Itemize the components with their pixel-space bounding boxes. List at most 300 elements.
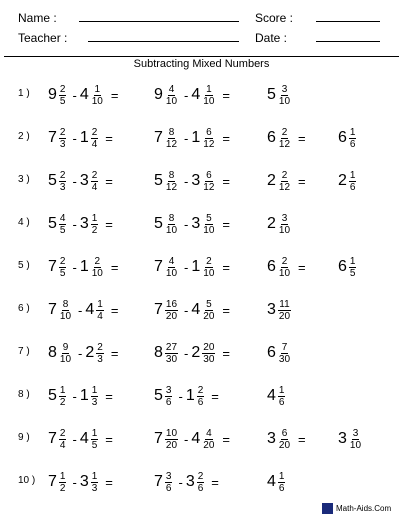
fraction (59, 256, 67, 279)
result-answer (267, 424, 306, 454)
numerator: 2 (281, 126, 288, 138)
minuend (48, 342, 75, 365)
subtrahend (186, 471, 207, 494)
equivalent-expression (154, 381, 219, 411)
numerator: 1 (278, 384, 285, 396)
numerator: 2 (281, 169, 288, 181)
whole-number: 5 (154, 215, 163, 232)
equals-sign: = (222, 431, 230, 447)
denominator: 12 (203, 138, 215, 150)
whole-number: 5 (267, 86, 276, 103)
teacher-label: Teacher : (18, 31, 68, 45)
numerator: 5 (206, 212, 212, 224)
numerator: 1 (278, 470, 285, 482)
whole-number: 5 (48, 387, 57, 404)
problem-number: 8 ) (18, 389, 30, 400)
fraction (165, 471, 173, 494)
fraction (91, 385, 99, 408)
equivalent-expression (154, 295, 230, 325)
equals-sign: = (211, 474, 219, 490)
whole-number: 3 (267, 430, 276, 447)
problem-number: 5 ) (18, 260, 30, 271)
simplified-answer (338, 424, 365, 454)
numerator: 3 (281, 83, 288, 95)
subtrahend (85, 299, 106, 322)
equals-sign: = (222, 173, 230, 189)
denominator: 5 (59, 224, 66, 236)
denominator: 5 (59, 95, 66, 107)
minuend (154, 342, 181, 365)
problem-number: 7 ) (18, 346, 30, 357)
simplified-mixed-number (338, 170, 359, 193)
numerator: 10 (165, 427, 178, 439)
numerator: 2 (206, 255, 212, 267)
minuend (154, 256, 181, 279)
denominator: 2 (59, 482, 66, 494)
equals-sign: = (298, 431, 306, 447)
fraction (165, 170, 178, 193)
whole-number: 6 (338, 129, 347, 146)
problem-number: 10 ) (18, 475, 36, 486)
minuend (154, 213, 181, 236)
minuend (154, 299, 181, 322)
subtrahend (80, 213, 101, 236)
header-divider (4, 56, 399, 57)
fraction (91, 428, 99, 451)
minuend (48, 428, 69, 451)
fraction (278, 385, 286, 408)
denominator: 10 (203, 95, 215, 107)
equals-sign: = (105, 431, 113, 447)
numerator: 6 (206, 169, 212, 181)
denominator: 20 (165, 310, 178, 322)
footer-brand (322, 503, 391, 514)
whole-number: 5 (48, 215, 57, 232)
problem-expression (48, 338, 118, 368)
result-mixed-number (267, 256, 294, 279)
numerator: 6 (281, 427, 288, 439)
problem-expression (48, 295, 118, 325)
denominator: 5 (349, 267, 356, 279)
denominator: 3 (59, 138, 66, 150)
denominator: 12 (278, 138, 291, 150)
equivalent-expression (154, 123, 230, 153)
result-answer (267, 252, 306, 282)
fraction (197, 385, 205, 408)
minus-sign: - (72, 87, 77, 103)
denominator: 20 (203, 310, 215, 322)
numerator: 1 (97, 298, 103, 310)
denominator: 3 (91, 482, 98, 494)
whole-number: 1 (191, 258, 201, 275)
whole-number: 1 (79, 258, 89, 275)
whole-number: 7 (154, 430, 163, 447)
fraction (278, 471, 286, 494)
whole-number: 5 (154, 387, 163, 404)
problem-row (0, 295, 403, 325)
numerator: 4 (168, 255, 175, 267)
date-label: Date : (255, 31, 288, 45)
date-field[interactable] (316, 41, 380, 42)
whole-number: 7 (48, 430, 57, 447)
problem-expression (48, 80, 118, 110)
numerator: 7 (281, 341, 288, 353)
whole-number: 2 (338, 172, 347, 189)
denominator: 10 (278, 95, 291, 107)
equals-sign: = (105, 474, 113, 490)
whole-number: 2 (267, 172, 276, 189)
numerator: 2 (281, 255, 288, 267)
result-mixed-number (267, 471, 288, 494)
equivalent-expression (154, 252, 230, 282)
equals-sign: = (105, 216, 113, 232)
equals-sign: = (105, 388, 113, 404)
minuend (48, 213, 69, 236)
denominator: 3 (97, 353, 103, 365)
simplified-answer (338, 123, 359, 153)
whole-number: 3 (191, 215, 201, 232)
fraction (165, 213, 178, 236)
minus-sign: - (184, 216, 189, 232)
fraction (278, 213, 291, 236)
numerator: 1 (349, 255, 356, 267)
denominator: 20 (203, 439, 215, 451)
result-answer (267, 80, 294, 110)
subtrahend (80, 385, 101, 408)
numerator: 1 (94, 83, 101, 95)
subtrahend (80, 256, 107, 279)
numerator: 2 (94, 255, 101, 267)
denominator: 10 (203, 224, 215, 236)
numerator: 3 (165, 384, 172, 396)
problem-number: 4 ) (18, 217, 30, 228)
numerator: 2 (91, 126, 98, 138)
equivalent-expression (154, 424, 230, 454)
equivalent-expression (154, 467, 219, 497)
whole-number: 5 (48, 172, 57, 189)
fraction (202, 127, 215, 150)
equals-sign: = (110, 302, 119, 318)
fraction (197, 471, 205, 494)
minus-sign: - (72, 474, 77, 490)
subtrahend (80, 84, 107, 107)
numerator: 8 (168, 212, 175, 224)
fraction (349, 256, 357, 279)
equals-sign: = (110, 87, 119, 103)
subtrahend (191, 299, 218, 322)
minus-sign: - (72, 431, 77, 447)
equals-sign: = (298, 130, 306, 146)
problem-row (0, 424, 403, 454)
problem-expression (48, 467, 113, 497)
minus-sign: - (78, 302, 83, 318)
numerator: 4 (206, 427, 212, 439)
whole-number: 7 (48, 258, 57, 275)
denominator: 10 (165, 267, 178, 279)
whole-number: 3 (191, 172, 201, 189)
fraction (278, 256, 291, 279)
whole-number: 6 (338, 258, 347, 275)
denominator: 10 (59, 310, 72, 322)
subtrahend (191, 256, 218, 279)
simplified-mixed-number (338, 428, 365, 451)
numerator: 20 (203, 341, 215, 353)
equals-sign: = (222, 130, 230, 146)
whole-number: 4 (191, 86, 201, 103)
minus-sign: - (72, 388, 77, 404)
numerator: 3 (352, 427, 359, 439)
denominator: 6 (197, 396, 204, 408)
numerator: 1 (91, 384, 98, 396)
whole-number: 6 (267, 129, 276, 146)
whole-number: 8 (154, 344, 163, 361)
equivalent-expression (154, 338, 230, 368)
problem-row (0, 338, 403, 368)
fraction (96, 342, 104, 365)
math-aids-logo-icon (322, 503, 333, 514)
fraction (202, 256, 215, 279)
subtrahend (80, 170, 101, 193)
score-field[interactable] (316, 21, 380, 22)
whole-number: 7 (154, 473, 163, 490)
whole-number: 1 (79, 129, 89, 146)
numerator: 1 (59, 384, 66, 396)
problem-row (0, 80, 403, 110)
equals-sign: = (105, 130, 113, 146)
fraction (349, 428, 362, 451)
denominator: 20 (278, 310, 291, 322)
fraction (202, 213, 215, 236)
problem-expression (48, 424, 113, 454)
minus-sign: - (72, 216, 77, 232)
result-answer (267, 381, 288, 411)
problem-row (0, 123, 403, 153)
whole-number: 3 (79, 172, 89, 189)
fraction (278, 170, 291, 193)
denominator: 6 (197, 482, 204, 494)
denominator: 12 (203, 181, 215, 193)
minuend (48, 170, 69, 193)
minuend (48, 471, 69, 494)
problem-number: 9 ) (18, 432, 30, 443)
denominator: 3 (59, 181, 66, 193)
numerator: 8 (168, 169, 175, 181)
teacher-field[interactable] (88, 41, 239, 42)
result-mixed-number (267, 299, 294, 322)
fraction (59, 170, 67, 193)
numerator: 1 (206, 83, 212, 95)
numerator: 1 (91, 470, 98, 482)
equals-sign: = (222, 302, 230, 318)
fraction (349, 170, 357, 193)
whole-number: 7 (154, 129, 163, 146)
problem-row (0, 166, 403, 196)
minus-sign: - (184, 345, 189, 361)
minuend (154, 385, 175, 408)
whole-number: 1 (185, 387, 195, 404)
denominator: 20 (165, 439, 178, 451)
whole-number: 4 (267, 473, 276, 490)
problem-expression (48, 252, 118, 282)
equals-sign: = (222, 216, 230, 232)
whole-number: 3 (338, 430, 347, 447)
minuend (154, 84, 181, 107)
equivalent-expression (154, 209, 230, 239)
name-field[interactable] (79, 21, 239, 22)
subtrahend (191, 170, 218, 193)
minus-sign: - (72, 173, 77, 189)
fraction (165, 428, 178, 451)
denominator: 6 (278, 396, 285, 408)
whole-number: 4 (267, 387, 276, 404)
minuend (48, 84, 69, 107)
fraction (278, 127, 291, 150)
problem-row (0, 381, 403, 411)
fraction (202, 342, 215, 365)
fraction (165, 256, 178, 279)
equals-sign: = (222, 259, 230, 275)
result-mixed-number (267, 213, 294, 236)
denominator: 4 (91, 138, 98, 150)
numerator: 3 (281, 212, 288, 224)
denominator: 4 (59, 439, 66, 451)
fraction (59, 299, 72, 322)
whole-number: 1 (79, 387, 89, 404)
whole-number: 5 (154, 172, 163, 189)
whole-number: 4 (191, 301, 201, 318)
denominator: 12 (278, 181, 291, 193)
subtrahend (191, 127, 218, 150)
score-label: Score : (255, 11, 294, 25)
result-mixed-number (267, 428, 294, 451)
whole-number: 7 (48, 129, 57, 146)
whole-number: 6 (267, 344, 276, 361)
minus-sign: - (178, 474, 183, 490)
numerator: 1 (59, 470, 66, 482)
minus-sign: - (184, 87, 189, 103)
result-answer (267, 123, 306, 153)
minuend (154, 127, 181, 150)
numerator: 8 (62, 298, 69, 310)
denominator: 30 (278, 353, 291, 365)
problem-number: 2 ) (18, 131, 30, 142)
whole-number: 1 (191, 129, 201, 146)
numerator: 3 (165, 470, 172, 482)
equals-sign: = (298, 173, 306, 189)
subtrahend (191, 428, 218, 451)
problem-number: 3 ) (18, 174, 30, 185)
fraction (165, 84, 178, 107)
numerator: 5 (206, 298, 212, 310)
equivalent-expression (154, 80, 230, 110)
fraction (202, 84, 215, 107)
minuend (48, 299, 75, 322)
fraction (278, 84, 291, 107)
numerator: 6 (206, 126, 212, 138)
equals-sign: = (222, 87, 230, 103)
subtrahend (80, 127, 101, 150)
whole-number: 8 (48, 344, 57, 361)
numerator: 1 (91, 212, 98, 224)
denominator: 10 (91, 267, 103, 279)
numerator: 2 (59, 255, 66, 267)
numerator: 2 (97, 341, 103, 353)
numerator: 1 (349, 169, 356, 181)
result-mixed-number (267, 170, 294, 193)
numerator: 9 (62, 341, 69, 353)
fraction (59, 385, 67, 408)
numerator: 2 (59, 427, 66, 439)
minus-sign: - (184, 431, 189, 447)
result-answer (267, 338, 294, 368)
denominator: 6 (349, 138, 356, 150)
fraction (202, 170, 215, 193)
problem-row (0, 252, 403, 282)
denominator: 10 (165, 224, 178, 236)
whole-number: 2 (85, 344, 95, 361)
numerator: 8 (168, 126, 175, 138)
denominator: 5 (91, 439, 98, 451)
numerator: 2 (59, 83, 66, 95)
subtrahend (191, 84, 218, 107)
numerator: 1 (91, 427, 98, 439)
numerator: 2 (197, 384, 204, 396)
equals-sign: = (110, 345, 119, 361)
denominator: 10 (278, 224, 291, 236)
result-answer (267, 295, 294, 325)
result-mixed-number (267, 127, 294, 150)
numerator: 2 (197, 470, 204, 482)
numerator: 2 (59, 126, 66, 138)
simplified-answer (338, 252, 359, 282)
numerator: 2 (91, 169, 98, 181)
denominator: 2 (59, 396, 66, 408)
whole-number: 3 (185, 473, 195, 490)
denominator: 20 (278, 439, 291, 451)
whole-number: 6 (267, 258, 276, 275)
denominator: 12 (165, 181, 178, 193)
name-label: Name : (18, 11, 57, 25)
fraction (202, 299, 215, 322)
minuend (154, 170, 181, 193)
problem-row (0, 209, 403, 239)
problem-expression (48, 166, 113, 196)
fraction (165, 342, 178, 365)
fraction (59, 471, 67, 494)
result-mixed-number (267, 385, 288, 408)
fraction (91, 84, 104, 107)
numerator: 11 (279, 298, 290, 310)
fraction (202, 428, 215, 451)
fraction (59, 213, 67, 236)
denominator: 6 (349, 181, 356, 193)
problem-expression (48, 381, 113, 411)
denominator: 30 (165, 353, 178, 365)
numerator: 2 (59, 169, 66, 181)
result-answer (267, 209, 294, 239)
result-answer (267, 467, 288, 497)
footer-brand-text: Math-Aids.Com (336, 504, 392, 513)
minus-sign: - (184, 173, 189, 189)
whole-number: 3 (267, 301, 276, 318)
denominator: 2 (91, 224, 98, 236)
fraction (91, 471, 99, 494)
fraction (91, 127, 99, 150)
denominator: 30 (203, 353, 215, 365)
subtrahend (80, 471, 101, 494)
subtrahend (80, 428, 101, 451)
denominator: 6 (165, 482, 172, 494)
